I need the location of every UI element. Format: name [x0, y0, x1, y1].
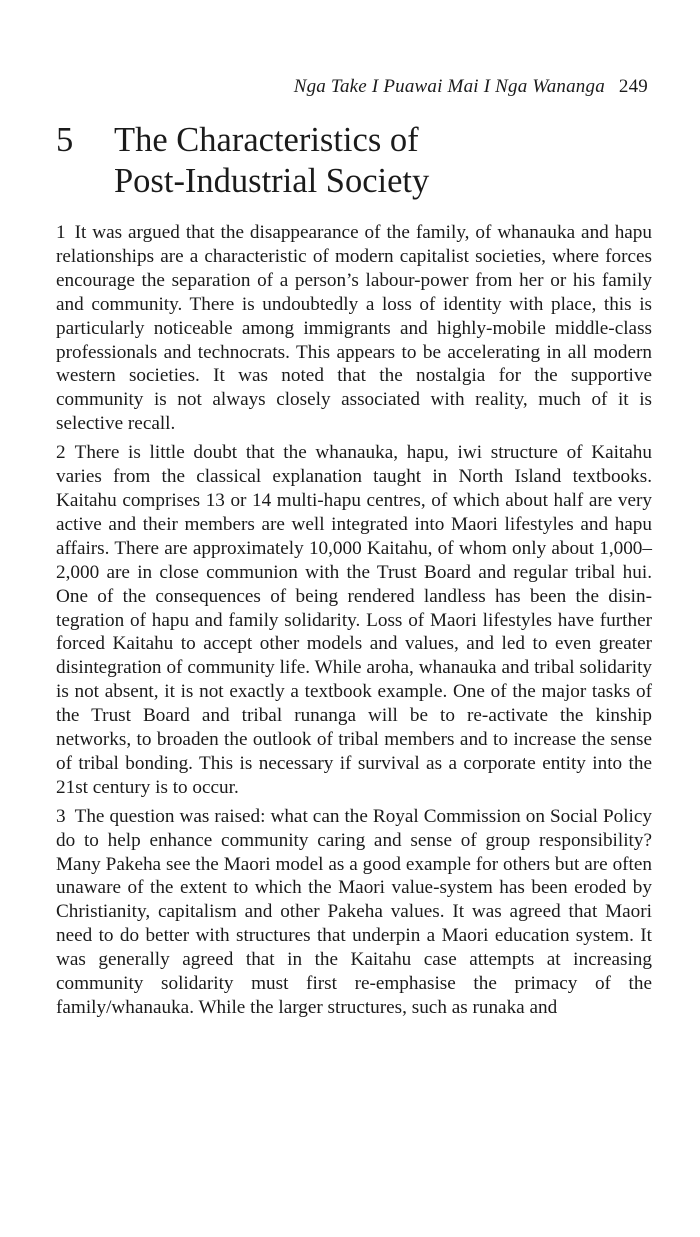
paragraph-3 [56, 805, 652, 1020]
body-text [56, 221, 652, 1025]
paragraph-1 [56, 221, 652, 436]
paragraph-number: 3 [56, 805, 66, 827]
paragraph-text: There is little doubt that the whanauka, hapu, iwi structure of Kaitahu varies from the classical explanation taught in North Island textbooks. Kaitahu comprises 13 or 14 multi-hapu centres, of which about half are very active and their members are well integrated into Maori lifestyles and hapu affairs. There are approximately 10,000 Kaitahu, of whom only about 1,000–2,000 are in close communion with the Trust Board and regular tribal hui. One of the consequences of being rendered landless has been the disintegration of hapu and family solidarity. Loss of Maori lifestyles have further forced Kaitahu to accept other models and values, and led to even greater disintegration of community life. While aroha, whanauka and tribal solidarity is not absent, it is not exactly a textbook example. One of the major tasks of the Trust Board and tribal runanga will be to re-activate the kinship networks, to broaden the outlook of tribal members and to increase the sense of tribal bonding. This is necessary if survival as a corporate entity into the 21st century is to occur. [56, 442, 652, 798]
chapter-title-line-2: Post-Industrial Society [114, 162, 430, 200]
running-head-title: Nga Take I Puawai Mai I Nga Wananga [293, 76, 605, 97]
paragraph-2 [56, 441, 652, 800]
chapter-title [114, 120, 654, 202]
paragraph-text: It was argued that the disappearance of the family, of whanauka and hapu relationships are a characteristic of modern capitalist societies, where forces encourage the separation of a person’s labour-power from her or his family and community. There is undoubtedly a loss of identity with place, this is particularly noticeable among immigrants and highly-mobile middle-class professionals and technocrats. This appears to be accelerating in all modern western societies. It was noted that the nostalgia for the supportive community is not always closely associated with reality, much of it is selective recall. [56, 222, 652, 435]
paragraph-text: The question was raised: what can the Royal Commission on Social Policy do to help enhance community caring and sense of group responsibility? Many Pakeha see the Maori model as a good example for others but are often unaware of the extent to which the Maori value-system has been eroded by Christianity, capitalism and other Pakeha values. It was agreed that Maori need to do better with structures that underpin a Maori education system. It was generally agreed that in the Kaitahu case attempts at increasing community solidarity must first re-emphasise the primacy of the family/whanauka. While the larger structures, such as runaka and [56, 805, 652, 1018]
running-head [294, 76, 648, 98]
page-number: 249 [618, 76, 648, 97]
chapter-number: 5 [56, 121, 74, 159]
paragraph-number: 1 [56, 222, 66, 243]
chapter-title-line-1: The Characteristics of [114, 121, 419, 159]
paragraph-number: 2 [56, 442, 66, 464]
